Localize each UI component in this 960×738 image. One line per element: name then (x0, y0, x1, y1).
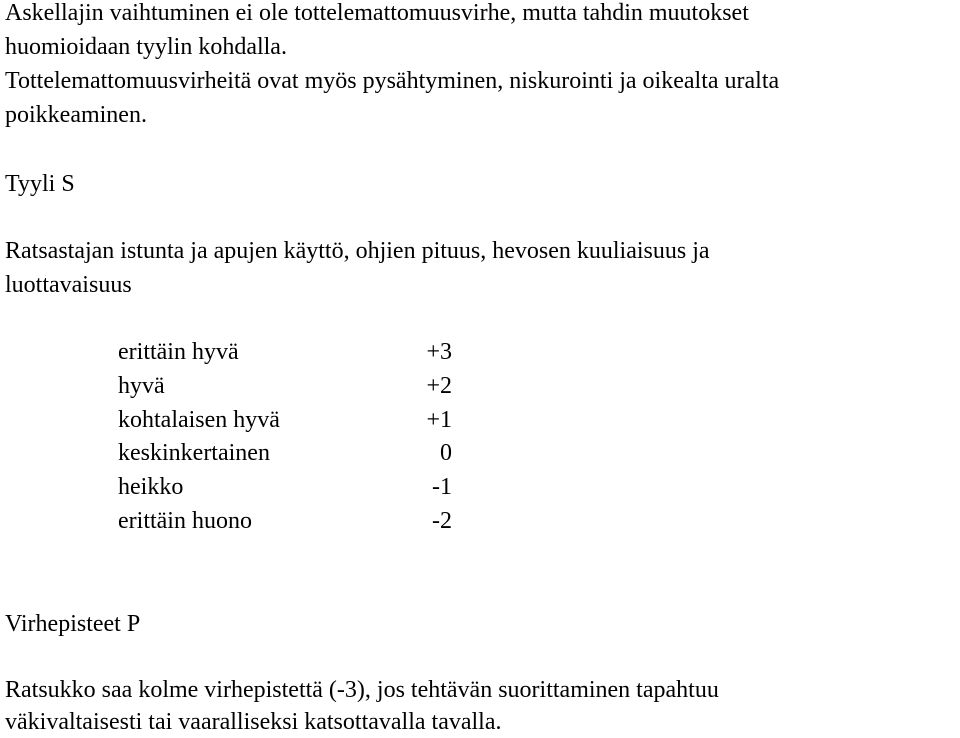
style-heading (5, 167, 75, 201)
rating-value: 0 (440, 440, 452, 467)
style-description-line: Ratsastajan istunta ja apujen käyttö, ohjien pituus, hevosen kuuliaisuus ja (5, 238, 710, 264)
penalty-line: Ratsukko saa kolme virhepistettä (-3), jos tehtävän suorittaminen tapahtuu (5, 677, 719, 703)
rating-row (118, 505, 458, 539)
style-description (5, 234, 710, 302)
rating-value: +1 (426, 406, 452, 433)
rating-value: +2 (426, 372, 452, 399)
intro-line: huomioidaan tyylin kohdalla. (5, 34, 287, 60)
penalty-heading-text: Virhepisteet P (5, 611, 141, 637)
style-heading-text: Tyyli S (5, 171, 75, 197)
rating-value: +3 (426, 339, 452, 365)
rating-label: erittäin hyvä (118, 339, 239, 365)
penalty-heading (5, 607, 140, 641)
intro-line: Tottelemattomuusvirheitä ovat myös pysähtyminen, niskurointi ja oikealta uralta (5, 68, 780, 94)
intro-paragraph (5, 0, 779, 132)
rating-value: -1 (432, 474, 452, 501)
rating-value: -2 (432, 507, 452, 534)
rating-scale (118, 336, 458, 539)
rating-row (118, 336, 458, 370)
intro-line: Askellajin vaihtuminen ei ole tottelemattomuusvirhe, mutta tahdin muutokset (5, 0, 749, 26)
style-description-line: luottavaisuus (5, 272, 132, 298)
rating-row (118, 370, 458, 404)
penalty-line: väkivaltaisesti tai vaaralliseksi katsottavalla tavalla. (5, 709, 502, 735)
rating-label: kohtalaisen hyvä (118, 406, 280, 433)
intro-line: poikkeaminen. (5, 102, 147, 128)
penalty-paragraph (5, 674, 719, 738)
rating-label: erittäin huono (118, 507, 252, 534)
rating-row (118, 437, 458, 471)
rating-label: heikko (118, 474, 184, 501)
rating-row (118, 404, 458, 438)
rating-label: keskinkertainen (118, 440, 270, 467)
rating-row (118, 471, 458, 505)
rating-label: hyvä (118, 372, 165, 399)
